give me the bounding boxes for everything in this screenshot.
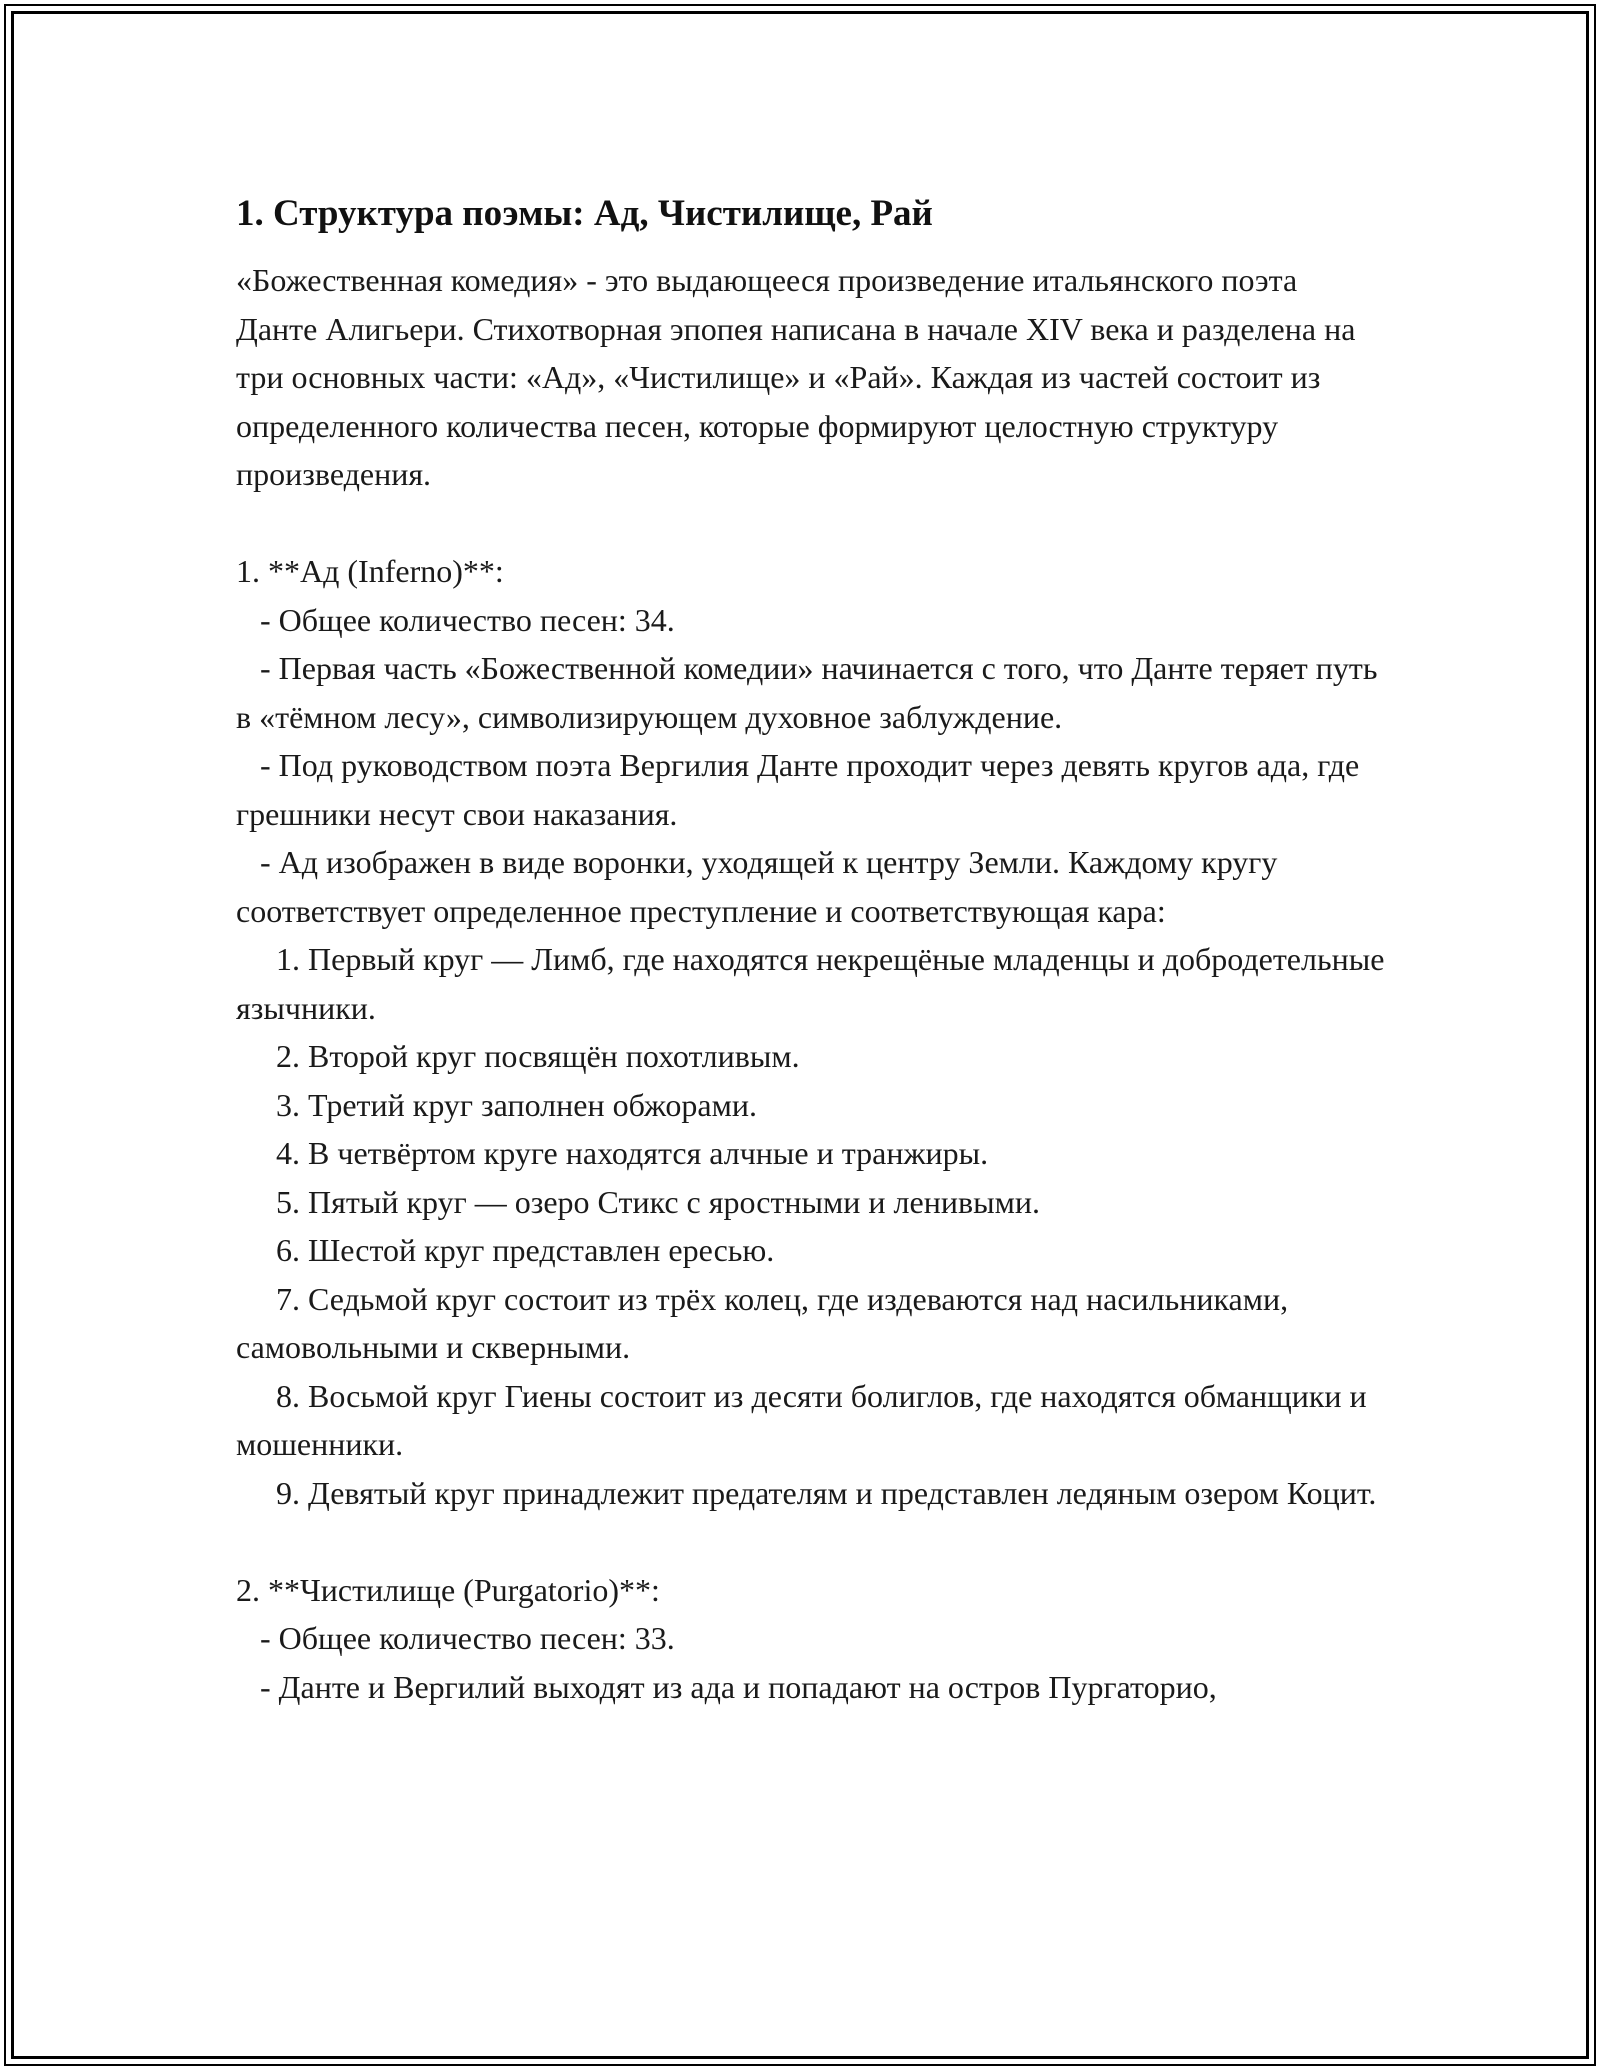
purgatorio-header: 2. **Чистилище (Purgatorio)**: bbox=[236, 1571, 660, 1608]
inferno-paragraph: - Ад изображен в виде воронки, уходящей к центру Земли. Каждому кругу соответствует определенное преступление и соответствующая кара: bbox=[236, 844, 1286, 929]
purgatorio-paragraph: - Данте и Вергилий выходят из ада и попадают на остров Пургаторио, bbox=[236, 1668, 1217, 1705]
blank-line bbox=[236, 499, 1386, 548]
circle-item: 8. Восьмой круг Гиены состоит из десяти болиглов, где находятся обманщики и мошенники. bbox=[236, 1377, 1375, 1462]
circle-item: 2. Второй круг посвящён похотливым. bbox=[236, 1038, 800, 1074]
circle-item: 7. Седьмой круг состоит из трёх колец, где издеваются над насильниками, самовольными и скверными. bbox=[236, 1280, 1297, 1365]
section-heading: 1. Структура поэмы: Ад, Чистилище, Рай bbox=[236, 193, 933, 234]
circle-item: 5. Пятый круг — озеро Стикс с яростными и ленивыми. bbox=[236, 1183, 1040, 1220]
purgatorio-songs-count: - Общее количество песен: 33. bbox=[236, 1620, 675, 1656]
inferno-paragraph: - Первая часть «Божественной комедии» начинается с того, что Данте теряет путь в «тёмном лесу», символизирующем духовное заблуждение. bbox=[236, 650, 1386, 735]
blank-line bbox=[236, 1517, 1386, 1566]
inferno-header: 1. **Ад (Inferno)**: bbox=[236, 553, 504, 589]
intro-paragraph: «Божественная комедия» - это выдающееся произведение итальянского поэта Данте Алигьери. Стихотворная эпопея написана в начале XIV века и разделена на три основных части: «Ад», «Чистилище» и «Рай». Каждая из частей состоит из определенного количества песен, которые формируют целостную структуру произведения. bbox=[236, 262, 1364, 492]
inferno-paragraph: - Под руководством поэта Вергилия Данте проходит через девять кругов ада, где грешники несут свои наказания. bbox=[236, 747, 1368, 832]
inferno-songs-count: - Общее количество песен: 34. bbox=[236, 601, 675, 638]
circle-item: 6. Шестой круг представлен ересью. bbox=[236, 1232, 775, 1268]
circle-item: 3. Третий круг заполнен обжорами. bbox=[236, 1086, 757, 1123]
circle-item: 4. В четвёртом круге находятся алчные и транжиры. bbox=[236, 1135, 989, 1171]
circle-item: 1. Первый круг — Лимб, где находятся некрещёные младенцы и добродетельные язычники. bbox=[236, 941, 1393, 1026]
circle-item: 9. Девятый круг принадлежит предателям и представлен ледяным озером Коцит. bbox=[236, 1474, 1377, 1511]
document-page bbox=[236, 186, 1393, 1711]
